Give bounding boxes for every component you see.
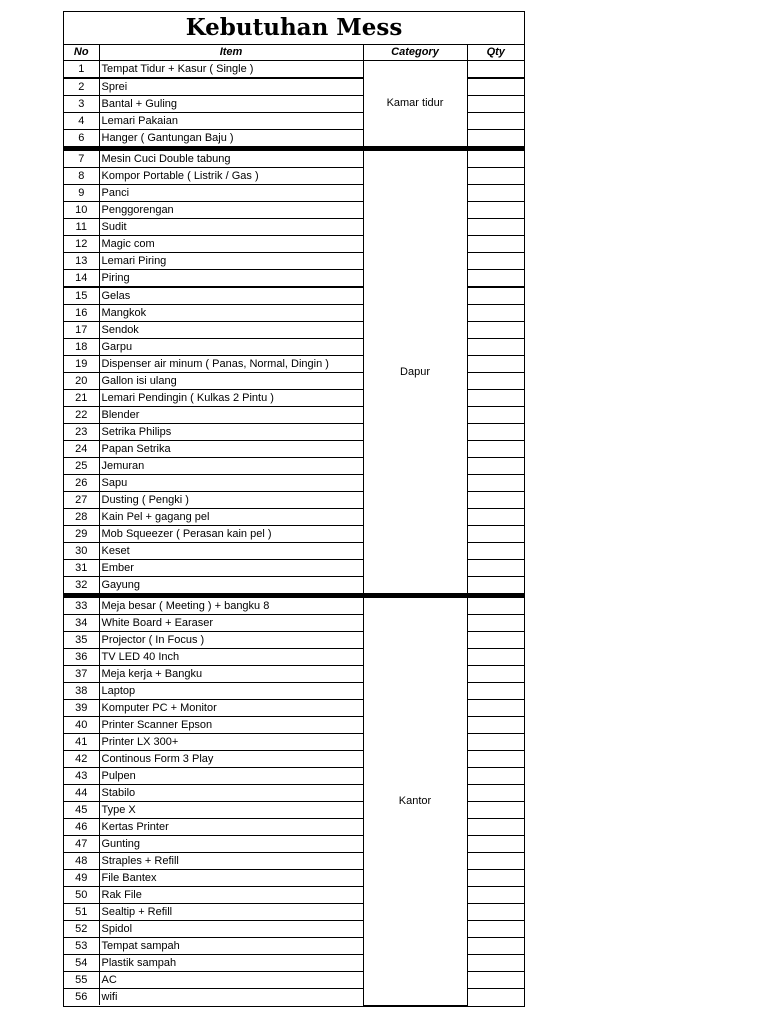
row-number: 45 [64, 802, 99, 819]
item-name: Spidol [99, 921, 363, 938]
qty-cell[interactable] [467, 475, 524, 492]
row-number: 18 [64, 339, 99, 356]
item-name: Dispenser air minum ( Panas, Normal, Dingin ) [99, 356, 363, 373]
item-name: Garpu [99, 339, 363, 356]
table-row [64, 149, 524, 168]
row-number: 43 [64, 768, 99, 785]
item-name: Plastik sampah [99, 955, 363, 972]
item-name: Sendok [99, 322, 363, 339]
row-number: 24 [64, 441, 99, 458]
row-number: 42 [64, 751, 99, 768]
header-row [64, 45, 524, 61]
item-name: Type X [99, 802, 363, 819]
row-number: 15 [64, 287, 99, 305]
item-name: Projector ( In Focus ) [99, 632, 363, 649]
row-number: 2 [64, 78, 99, 96]
row-number: 17 [64, 322, 99, 339]
qty-cell[interactable] [467, 202, 524, 219]
qty-cell[interactable] [467, 649, 524, 666]
row-number: 8 [64, 168, 99, 185]
item-name: TV LED 40 Inch [99, 649, 363, 666]
row-number: 28 [64, 509, 99, 526]
row-number: 40 [64, 717, 99, 734]
qty-cell[interactable] [467, 96, 524, 113]
item-name: Sprei [99, 78, 363, 96]
item-name: Printer Scanner Epson [99, 717, 363, 734]
qty-cell[interactable] [467, 768, 524, 785]
item-name: Ember [99, 560, 363, 577]
row-number: 38 [64, 683, 99, 700]
qty-cell[interactable] [467, 149, 524, 168]
row-number: 3 [64, 96, 99, 113]
qty-cell[interactable] [467, 78, 524, 96]
row-number: 6 [64, 130, 99, 149]
item-name: Mangkok [99, 305, 363, 322]
item-name: Tempat Tidur + Kasur ( Single ) [99, 61, 363, 79]
row-number: 23 [64, 424, 99, 441]
item-name: Setrika Philips [99, 424, 363, 441]
item-name: Meja besar ( Meeting ) + bangku 8 [99, 596, 363, 615]
row-number: 44 [64, 785, 99, 802]
qty-cell[interactable] [467, 356, 524, 373]
row-number: 7 [64, 149, 99, 168]
item-name: Magic com [99, 236, 363, 253]
row-number: 14 [64, 270, 99, 288]
item-name: Lemari Pakaian [99, 113, 363, 130]
row-number: 31 [64, 560, 99, 577]
qty-cell[interactable] [467, 253, 524, 270]
qty-cell[interactable] [467, 785, 524, 802]
qty-cell[interactable] [467, 270, 524, 288]
needs-table [64, 45, 524, 1006]
row-number: 46 [64, 819, 99, 836]
item-name: Sudit [99, 219, 363, 236]
row-number: 29 [64, 526, 99, 543]
qty-cell[interactable] [467, 441, 524, 458]
mess-needs-sheet [63, 11, 525, 1007]
qty-cell[interactable] [467, 596, 524, 615]
row-number: 1 [64, 61, 99, 79]
item-name: Stabilo [99, 785, 363, 802]
row-number: 34 [64, 615, 99, 632]
row-number: 53 [64, 938, 99, 955]
qty-cell[interactable] [467, 492, 524, 509]
qty-cell[interactable] [467, 390, 524, 407]
table-row [64, 596, 524, 615]
qty-cell[interactable] [467, 339, 524, 356]
row-number: 27 [64, 492, 99, 509]
row-number: 25 [64, 458, 99, 475]
qty-cell[interactable] [467, 802, 524, 819]
row-number: 20 [64, 373, 99, 390]
qty-cell[interactable] [467, 938, 524, 955]
qty-cell[interactable] [467, 373, 524, 390]
row-number: 50 [64, 887, 99, 904]
item-name: Tempat sampah [99, 938, 363, 955]
item-name: Blender [99, 407, 363, 424]
item-name: Meja kerja + Bangku [99, 666, 363, 683]
category-cell: Kantor [363, 596, 467, 1006]
item-name: Piring [99, 270, 363, 288]
qty-cell[interactable] [467, 853, 524, 870]
item-name: Continous Form 3 Play [99, 751, 363, 768]
qty-cell[interactable] [467, 424, 524, 441]
row-number: 49 [64, 870, 99, 887]
item-name: Sapu [99, 475, 363, 492]
qty-cell[interactable] [467, 632, 524, 649]
qty-cell[interactable] [467, 322, 524, 339]
item-name: AC [99, 972, 363, 989]
item-name: Laptop [99, 683, 363, 700]
item-name: Gunting [99, 836, 363, 853]
header-item: Item [99, 45, 363, 61]
row-number: 11 [64, 219, 99, 236]
row-number: 55 [64, 972, 99, 989]
qty-cell[interactable] [467, 615, 524, 632]
item-name: Kain Pel + gagang pel [99, 509, 363, 526]
item-name: Kompor Portable ( Listrik / Gas ) [99, 168, 363, 185]
row-number: 13 [64, 253, 99, 270]
row-number: 10 [64, 202, 99, 219]
item-name: Sealtip + Refill [99, 904, 363, 921]
qty-cell[interactable] [467, 236, 524, 253]
row-number: 41 [64, 734, 99, 751]
qty-cell[interactable] [467, 168, 524, 185]
item-name: Printer LX 300+ [99, 734, 363, 751]
qty-cell[interactable] [467, 921, 524, 938]
item-name: Straples + Refill [99, 853, 363, 870]
qty-cell[interactable] [467, 287, 524, 305]
row-number: 56 [64, 989, 99, 1006]
item-name: Panci [99, 185, 363, 202]
item-name: wifi [99, 989, 363, 1006]
row-number: 12 [64, 236, 99, 253]
qty-cell[interactable] [467, 61, 524, 79]
row-number: 16 [64, 305, 99, 322]
qty-cell[interactable] [467, 819, 524, 836]
item-name: Gallon isi ulang [99, 373, 363, 390]
category-cell: Dapur [363, 149, 467, 596]
qty-cell[interactable] [467, 185, 524, 202]
item-name: Penggorengan [99, 202, 363, 219]
table-row [64, 61, 524, 79]
qty-cell[interactable] [467, 870, 524, 887]
item-name: Gelas [99, 287, 363, 305]
qty-cell[interactable] [467, 955, 524, 972]
row-number: 51 [64, 904, 99, 921]
sheet-title: Kebutuhan Mess [64, 12, 524, 45]
header-no: No [64, 45, 99, 61]
qty-cell[interactable] [467, 543, 524, 560]
row-number: 36 [64, 649, 99, 666]
qty-cell[interactable] [467, 577, 524, 596]
qty-cell[interactable] [467, 989, 524, 1006]
row-number: 21 [64, 390, 99, 407]
item-name: Mob Squeezer ( Perasan kain pel ) [99, 526, 363, 543]
qty-cell[interactable] [467, 700, 524, 717]
row-number: 9 [64, 185, 99, 202]
item-name: File Bantex [99, 870, 363, 887]
row-number: 39 [64, 700, 99, 717]
item-name: Dusting ( Pengki ) [99, 492, 363, 509]
item-name: Hanger ( Gantungan Baju ) [99, 130, 363, 149]
row-number: 33 [64, 596, 99, 615]
item-name: White Board + Earaser [99, 615, 363, 632]
item-name: Lemari Piring [99, 253, 363, 270]
row-number: 26 [64, 475, 99, 492]
qty-cell[interactable] [467, 130, 524, 149]
qty-cell[interactable] [467, 836, 524, 853]
qty-cell[interactable] [467, 887, 524, 904]
row-number: 48 [64, 853, 99, 870]
qty-cell[interactable] [467, 972, 524, 989]
category-cell: Kamar tidur [363, 61, 467, 149]
row-number: 37 [64, 666, 99, 683]
header-qty: Qty [467, 45, 524, 61]
item-name: Jemuran [99, 458, 363, 475]
qty-cell[interactable] [467, 113, 524, 130]
item-name: Komputer PC + Monitor [99, 700, 363, 717]
item-name: Rak File [99, 887, 363, 904]
qty-cell[interactable] [467, 458, 524, 475]
row-number: 54 [64, 955, 99, 972]
qty-cell[interactable] [467, 904, 524, 921]
item-name: Lemari Pendingin ( Kulkas 2 Pintu ) [99, 390, 363, 407]
item-name: Bantal + Guling [99, 96, 363, 113]
row-number: 52 [64, 921, 99, 938]
qty-cell[interactable] [467, 560, 524, 577]
qty-cell[interactable] [467, 305, 524, 322]
qty-cell[interactable] [467, 407, 524, 424]
row-number: 4 [64, 113, 99, 130]
item-name: Papan Setrika [99, 441, 363, 458]
item-name: Keset [99, 543, 363, 560]
row-number: 47 [64, 836, 99, 853]
row-number: 22 [64, 407, 99, 424]
qty-cell[interactable] [467, 666, 524, 683]
qty-cell[interactable] [467, 509, 524, 526]
qty-cell[interactable] [467, 683, 524, 700]
row-number: 30 [64, 543, 99, 560]
item-name: Mesin Cuci Double tabung [99, 149, 363, 168]
item-name: Kertas Printer [99, 819, 363, 836]
row-number: 35 [64, 632, 99, 649]
qty-cell[interactable] [467, 526, 524, 543]
qty-cell[interactable] [467, 734, 524, 751]
row-number: 19 [64, 356, 99, 373]
row-number: 32 [64, 577, 99, 596]
qty-cell[interactable] [467, 717, 524, 734]
qty-cell[interactable] [467, 751, 524, 768]
qty-cell[interactable] [467, 219, 524, 236]
item-name: Gayung [99, 577, 363, 596]
header-category: Category [363, 45, 467, 61]
item-name: Pulpen [99, 768, 363, 785]
